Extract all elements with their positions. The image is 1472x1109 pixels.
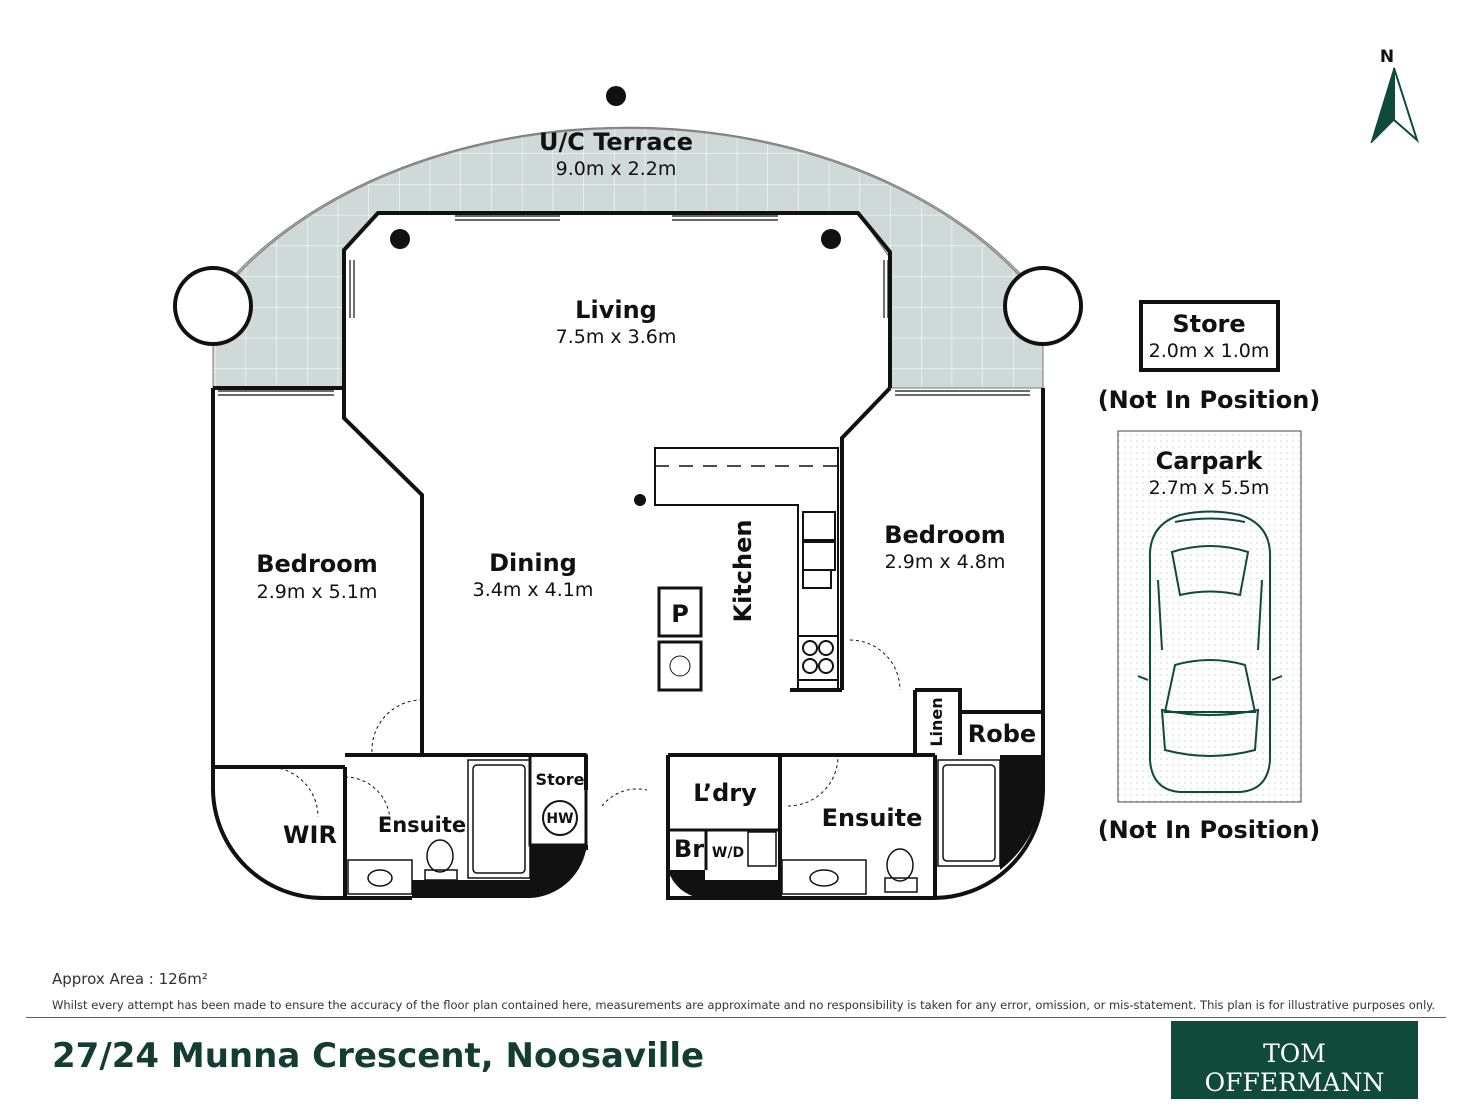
hw-label: HW (546, 811, 574, 827)
store-name: Store (1172, 310, 1246, 338)
bedroom-left-name: Bedroom (256, 550, 378, 578)
br-name: Br (673, 835, 705, 863)
terrace-dim: 9.0m x 2.2m (555, 158, 677, 180)
wir-name: WIR (283, 821, 337, 849)
column-left (175, 268, 251, 344)
dining-dim: 3.4m x 4.1m (472, 579, 594, 601)
living-dim: 7.5m x 3.6m (555, 326, 677, 348)
property-address: 27/24 Munna Crescent, Noosaville (52, 1036, 705, 1076)
store-note: (Not In Position) (1097, 386, 1321, 414)
living-name: Living (575, 296, 657, 324)
store-dim: 2.0m x 1.0m (1148, 340, 1270, 362)
linen-name: Linen (927, 697, 946, 747)
terrace-name: U/C Terrace (538, 128, 694, 156)
carpark-name: Carpark (1155, 447, 1263, 475)
carpark-dim: 2.7m x 5.5m (1148, 477, 1270, 499)
bedroom-right-dim: 2.9m x 4.8m (884, 551, 1006, 573)
logo-main-text: TOM OFFERMANN (1204, 1039, 1385, 1097)
north-arrow-icon (1371, 68, 1417, 143)
bedroom-left-dim: 2.9m x 5.1m (256, 581, 378, 603)
bedroom-right-name: Bedroom (884, 521, 1006, 549)
agency-logo (1171, 1021, 1418, 1109)
disclaimer: Whilst every attempt has been made to ensure the accuracy of the floor plan contained here, measurements are approximate and no responsibility is taken for any error, omission, or mis-statement. This plan is for illustrative purposes only. (52, 998, 1436, 1012)
pantry-name: P (671, 600, 689, 628)
dining-name: Dining (489, 549, 577, 577)
wd-label: W/D (711, 845, 745, 861)
column-right (1005, 268, 1081, 344)
store-small-name: Store (535, 770, 585, 789)
ensuite-right-name: Ensuite (821, 804, 923, 832)
footer-rule (26, 1017, 1446, 1018)
logo-sub-text: REAL ESTATE (1243, 1099, 1346, 1109)
carpark-note: (Not In Position) (1097, 816, 1321, 844)
robe-name: Robe (967, 720, 1037, 748)
laundry-name: L’dry (693, 779, 757, 807)
north-label: N (1379, 47, 1395, 67)
ensuite-left-name: Ensuite (377, 813, 467, 837)
kitchen-name: Kitchen (729, 519, 757, 623)
approx-area: Approx Area : 126m² (52, 970, 208, 988)
